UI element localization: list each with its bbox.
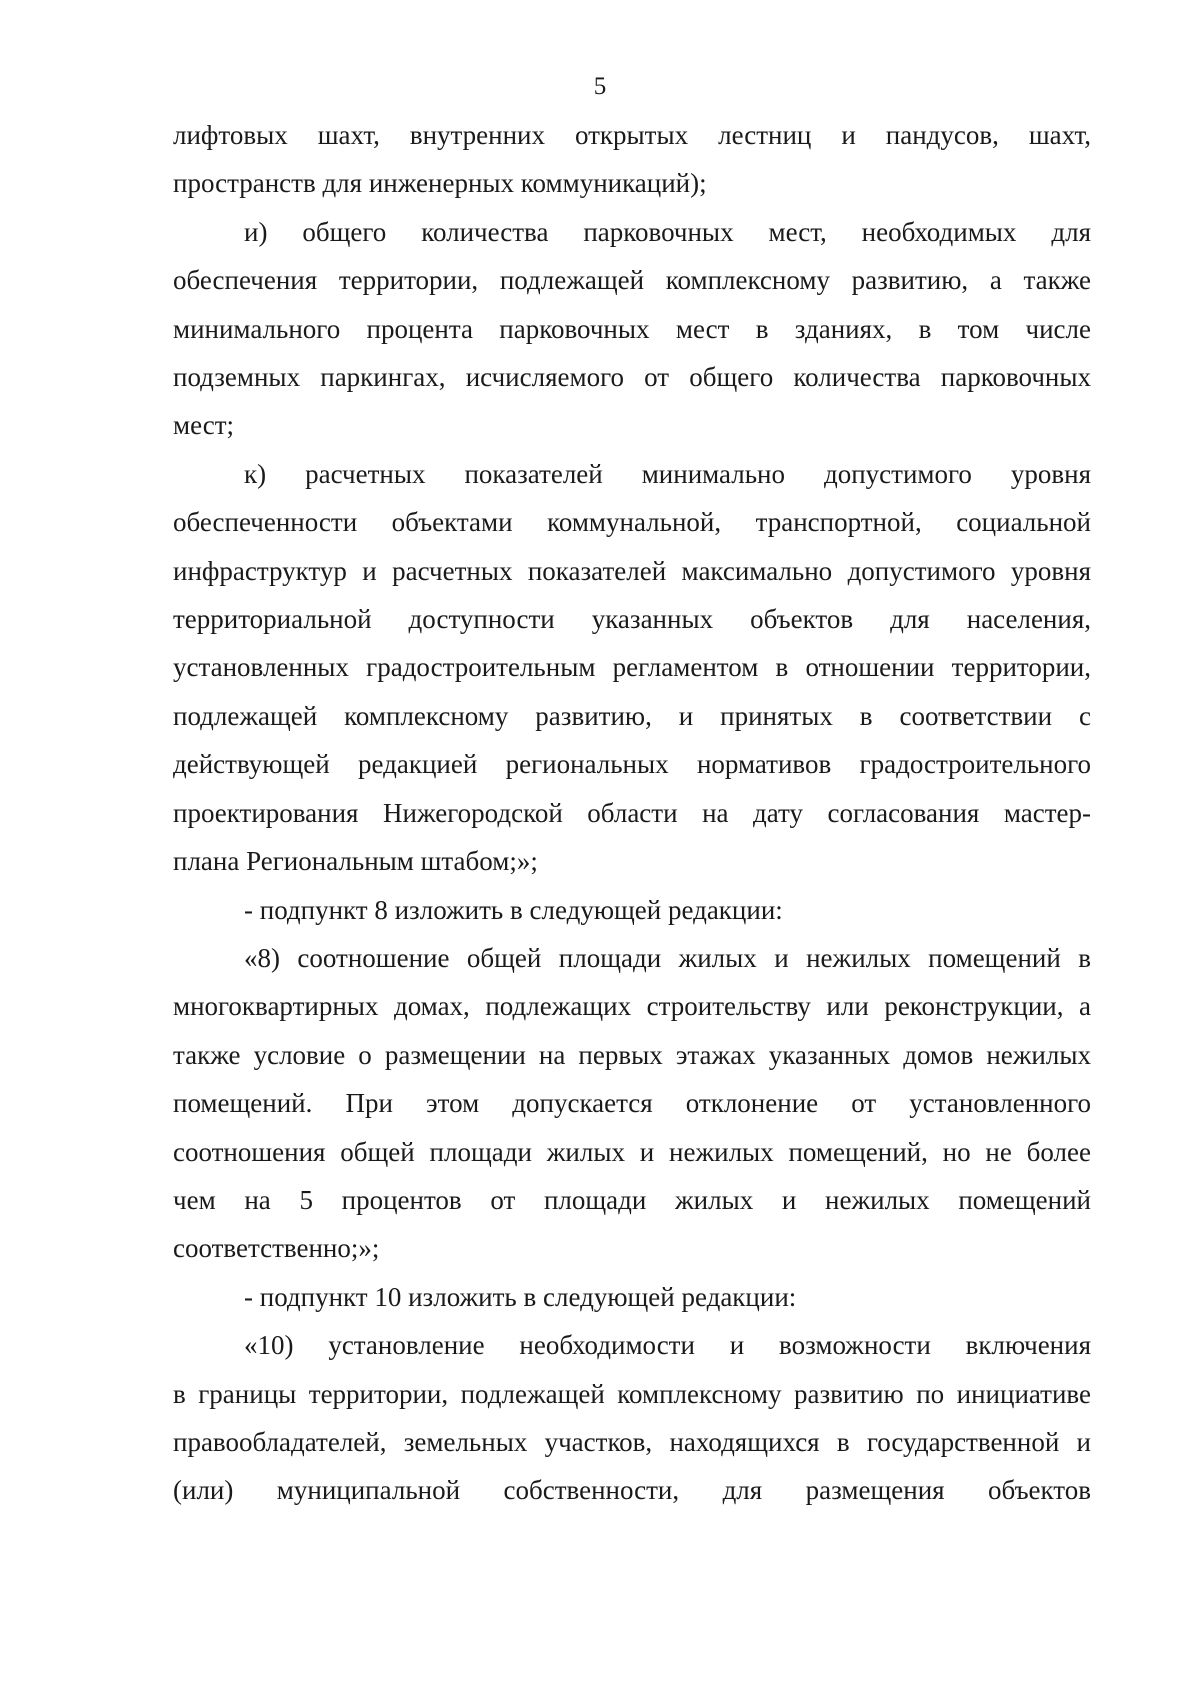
text-line: подлежащей комплексному развитию, и принятых в соответствии с [173, 700, 1091, 731]
text-line: правообладателей, земельных участков, находящихся в государственной и [173, 1426, 1091, 1457]
text-line: обеспеченности объектами коммунальной, транспортной, социальной [173, 507, 1091, 538]
text-line: «8) соотношение общей площади жилых и нежилых помещений в [244, 942, 1091, 973]
page-number: 5 [593, 73, 607, 100]
text-line: помещений. При этом допускается отклонение от установленного [173, 1088, 1091, 1119]
text-line: соответственно;»; [173, 1233, 380, 1264]
text-line: инфраструктур и расчетных показателей максимально допустимого уровня [173, 555, 1091, 586]
text-line: пространств для инженерных коммуникаций); [173, 168, 707, 199]
text-line: проектирования Нижегородской области на дату согласования мастер- [173, 797, 1091, 828]
text-line: минимального процента парковочных мест в зданиях, в том числе [173, 313, 1091, 344]
text-line: обеспечения территории, подлежащей комплексному развитию, а также [173, 265, 1091, 296]
text-line: к) расчетных показателей минимально допустимого уровня [244, 458, 1091, 489]
text-line: действующей редакцией региональных нормативов градостроительного [173, 749, 1091, 780]
text-line: также условие о размещении на первых этажах указанных домов нежилых [173, 1039, 1091, 1070]
text-line: мест; [173, 410, 235, 441]
text-line: - подпункт 10 изложить в следующей редакции: [244, 1281, 797, 1312]
text-line: - подпункт 8 изложить в следующей редакции: [244, 894, 783, 925]
text-line: (или) муниципальной собственности, для размещения объектов [173, 1475, 1091, 1506]
text-line: чем на 5 процентов от площади жилых и нежилых помещений [173, 1184, 1091, 1215]
text-line: лифтовых шахт, внутренних открытых лестниц и пандусов, шахт, [173, 120, 1091, 150]
text-line: соотношения общей площади жилых и нежилых помещений, но не более [173, 1136, 1091, 1167]
text-line: плана Региональным штабом;»; [173, 846, 538, 877]
document-body [173, 111, 1091, 1515]
text-line: в границы территории, подлежащей комплексному развитию по инициативе [173, 1378, 1091, 1409]
text-line: и) общего количества парковочных мест, необходимых для [244, 216, 1091, 247]
text-line: установленных градостроительным регламентом в отношении территории, [173, 652, 1091, 683]
text-line: «10) установление необходимости и возможности включения [244, 1330, 1091, 1361]
text-line: многоквартирных домах, подлежащих строительству или реконструкции, а [173, 991, 1091, 1022]
text-line: территориальной доступности указанных объектов для населения, [173, 604, 1091, 635]
text-line: подземных паркингах, исчисляемого от общего количества парковочных [173, 362, 1091, 393]
